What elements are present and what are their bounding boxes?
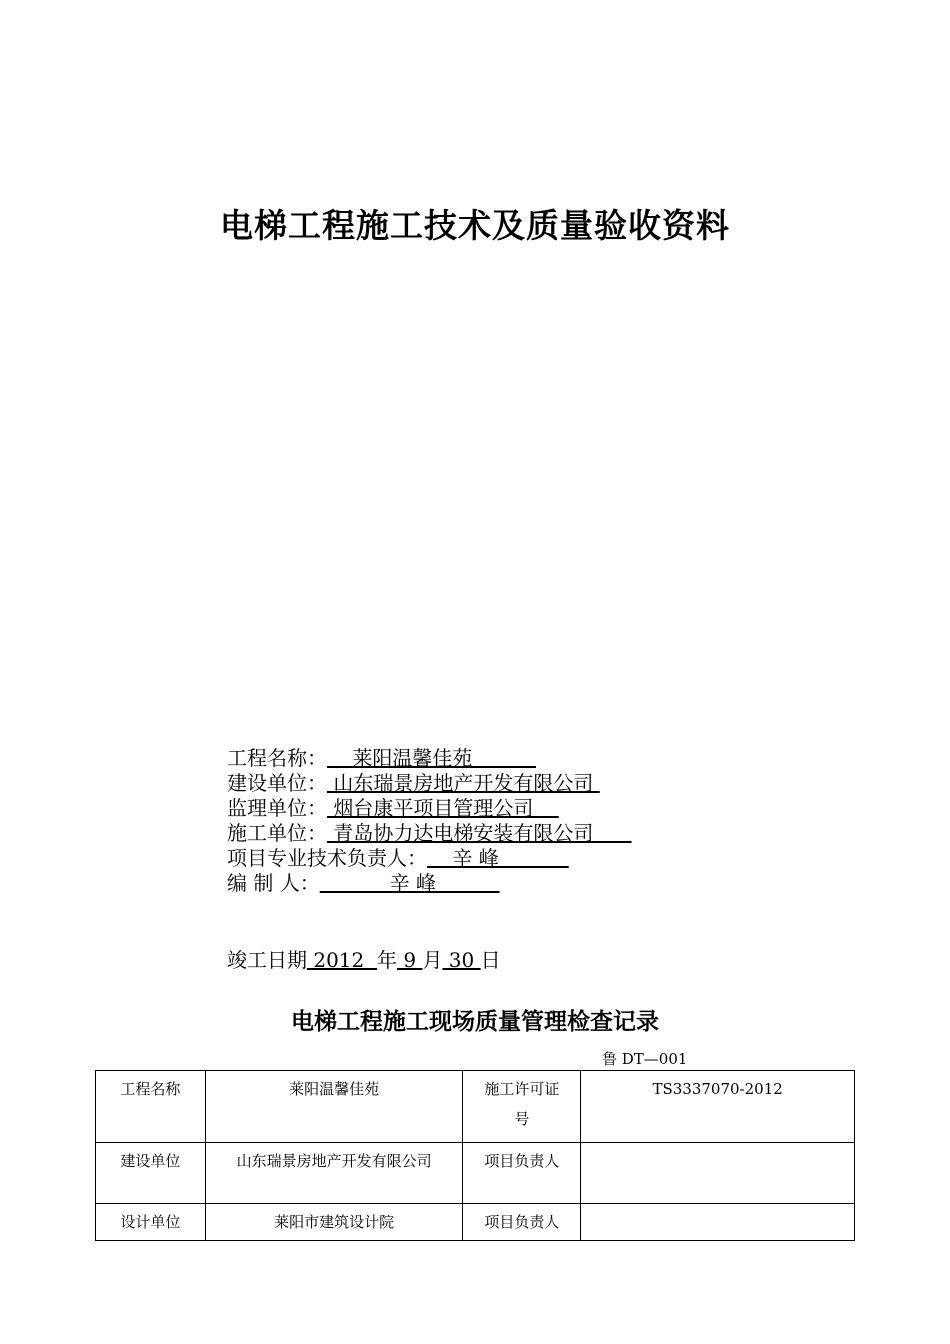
record-title: 电梯工程施工现场质量管理检查记录 [291,1009,659,1035]
year-unit: 年 [376,948,397,972]
row-value-secondary [581,1143,855,1204]
permit-number: TS3337070-2012 [581,1071,855,1143]
month-unit: 月 [422,948,443,972]
row-label: 设计单位 [96,1204,206,1241]
form-code: 鲁 DT—001 [602,1050,688,1068]
project-name-line [227,746,632,771]
project-name-label: 工程名称： [227,746,327,770]
builder-label: 建设单位： [227,771,327,795]
tech-lead-value: 辛 峰 [427,846,569,870]
completion-date-line [227,944,501,973]
table-row [96,1143,855,1204]
quality-check-table [95,1070,855,1241]
row-label: 工程名称 [96,1071,206,1143]
day-unit: 日 [480,948,501,972]
table-row [96,1071,855,1143]
compiler-line [227,871,632,896]
row-value: 莱阳温馨佳苑 [205,1071,463,1143]
supervisor-value: 烟台康平项目管理公司 [327,796,559,820]
constructor-value: 青岛协力达电梯安装有限公司 [327,821,632,845]
completion-month: 9 [396,948,423,972]
permit-label-line2: 号 [514,1110,530,1128]
row-value: 莱阳市建筑设计院 [205,1204,463,1241]
compiler-value: 辛 峰 [319,871,500,895]
builder-value: 山东瑞景房地产开发有限公司 [327,771,600,795]
tech-lead-line [227,846,632,871]
row-value: 山东瑞景房地产开发有限公司 [205,1143,463,1204]
project-info-block [227,746,632,896]
constructor-line [227,821,632,846]
row-label-secondary: 项目负责人 [463,1143,581,1204]
row-label-secondary: 项目负责人 [463,1204,581,1241]
table-row [96,1204,855,1241]
compiler-label: 编 制 人： [227,871,320,895]
constructor-label: 施工单位： [227,821,327,845]
completion-date-label: 竣工日期 [227,948,307,972]
permit-label-line1: 施工许可证 [484,1080,560,1098]
project-name-value: 莱阳温馨佳苑 [327,746,537,770]
completion-year: 2012 [307,948,377,972]
completion-day: 30 [442,948,481,972]
row-value-secondary [581,1204,855,1241]
supervisor-line [227,796,632,821]
row-label: 建设单位 [96,1143,206,1204]
builder-line [227,771,632,796]
supervisor-label: 监理单位： [227,796,327,820]
tech-lead-label: 项目专业技术负责人： [227,846,427,870]
document-title: 电梯工程施工技术及质量验收资料 [220,206,730,245]
permit-label-cell [463,1071,581,1143]
